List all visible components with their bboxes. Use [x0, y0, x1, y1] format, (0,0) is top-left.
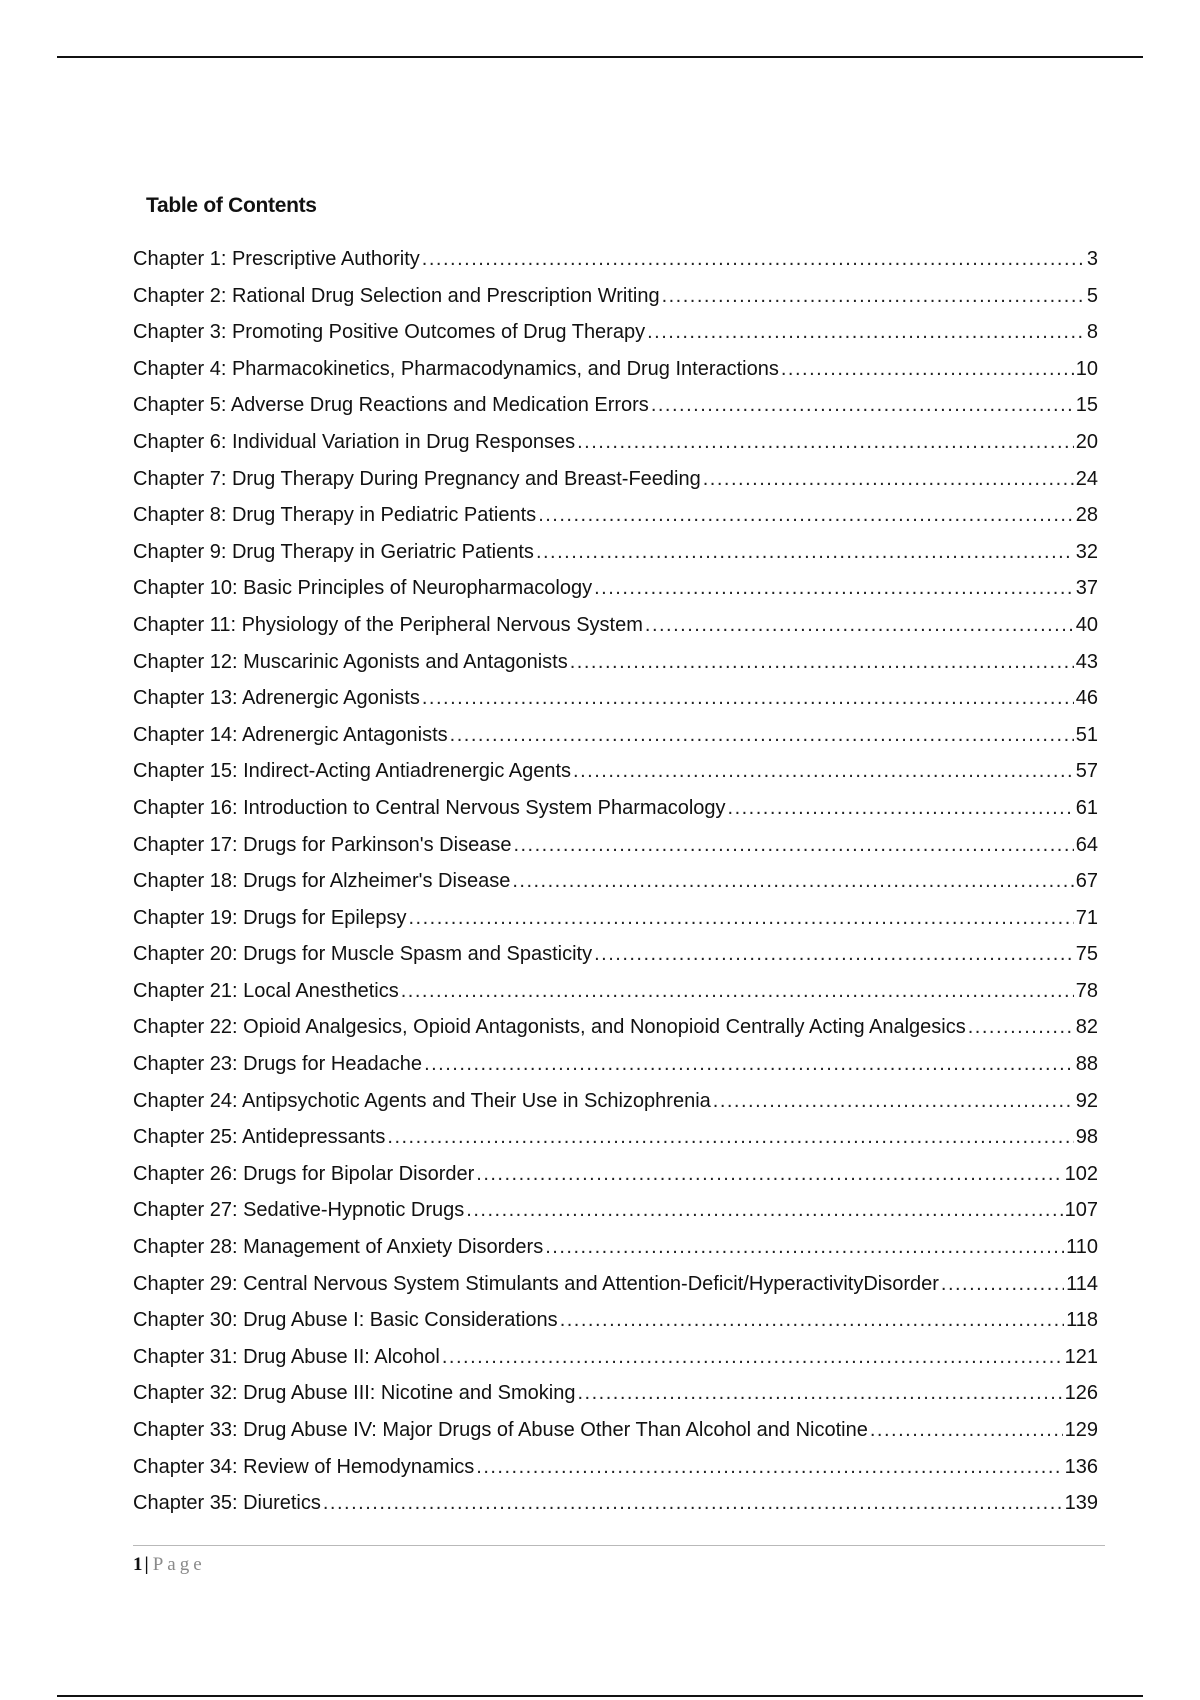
toc-dot-leader	[536, 537, 1074, 567]
toc-entry	[133, 647, 1098, 684]
toc-entry-page: 24	[1075, 467, 1098, 490]
toc-entry-title: Chapter 30: Drug Abuse I: Basic Considerations	[133, 1309, 558, 1332]
toc-dot-leader	[728, 793, 1074, 823]
toc-entry-page: 10	[1075, 357, 1098, 380]
toc-dot-leader	[424, 1049, 1074, 1079]
toc-entry	[133, 1452, 1098, 1489]
page-footer	[133, 1552, 206, 1578]
toc-entry-title: Chapter 13: Adrenergic Agonists	[133, 687, 420, 710]
toc-entry-page: 5	[1086, 284, 1098, 307]
toc-entry	[133, 830, 1098, 867]
toc-entry-page: 136	[1064, 1455, 1098, 1478]
toc-dot-leader	[662, 281, 1085, 311]
toc-entry-title: Chapter 32: Drug Abuse III: Nicotine and Smoking	[133, 1382, 576, 1405]
toc-dot-leader	[466, 1195, 1062, 1225]
toc-entry	[133, 610, 1098, 647]
toc-entry-page: 3	[1086, 248, 1098, 270]
toc-entry	[133, 1378, 1098, 1415]
toc-entry-page: 82	[1075, 1016, 1098, 1039]
toc-dot-leader	[422, 683, 1074, 713]
toc-entry-page: 121	[1064, 1345, 1098, 1368]
footer-page-label: Page	[152, 1554, 206, 1575]
toc-entry-page: 61	[1075, 796, 1098, 819]
toc-entry-page: 114	[1066, 1272, 1098, 1295]
toc-entry-title: Chapter 10: Basic Principles of Neuropharmacology	[133, 577, 593, 600]
toc-entry-title: Chapter 25: Antidepressants	[133, 1126, 386, 1149]
toc-entry	[133, 281, 1098, 318]
toc-entry-title: Chapter 18: Drugs for Alzheimer's Disease	[133, 870, 511, 893]
toc-entry-page: 37	[1075, 577, 1098, 600]
toc-dot-leader	[476, 1159, 1062, 1189]
toc-entry-title: Chapter 15: Indirect-Acting Antiadrenergic Agents	[133, 760, 572, 783]
toc-entry-title: Chapter 12: Muscarinic Agonists and Antagonists	[133, 650, 568, 673]
toc-entry-title: Chapter 31: Drug Abuse II: Alcohol	[133, 1345, 440, 1368]
toc-dot-leader	[476, 1452, 1062, 1482]
toc-entry-title: Chapter 28: Management of Anxiety Disorders	[133, 1236, 544, 1259]
toc-entry	[133, 1342, 1098, 1379]
toc-entry-title: Chapter 14: Adrenergic Antagonists	[133, 723, 448, 746]
footer-page-number: 1	[133, 1554, 143, 1575]
toc-entry	[133, 354, 1098, 391]
toc-entry-title: Chapter 9: Drug Therapy in Geriatric Patients	[133, 540, 534, 563]
toc-entry	[133, 464, 1098, 501]
toc-dot-leader	[594, 939, 1074, 969]
toc-entry-title: Chapter 4: Pharmacokinetics, Pharmacodynamics, and Drug Interactions	[133, 357, 779, 380]
toc-entry-page: 98	[1075, 1126, 1098, 1149]
toc-entry-page: 46	[1075, 687, 1098, 710]
toc-entry-title: Chapter 11: Physiology of the Peripheral Nervous System	[133, 613, 643, 636]
toc-entry	[133, 1269, 1098, 1306]
toc-dot-leader	[545, 1232, 1064, 1262]
footer-separator: |	[144, 1554, 149, 1575]
toc-heading: Table of Contents	[146, 194, 317, 217]
toc-entry-title: Chapter 19: Drugs for Epilepsy	[133, 906, 407, 929]
toc-entry	[133, 500, 1098, 537]
toc-dot-leader	[941, 1269, 1064, 1299]
toc-entry-page: 28	[1075, 504, 1098, 527]
toc-entry-page: 110	[1066, 1236, 1098, 1259]
toc-dot-leader	[968, 1012, 1074, 1042]
toc-entry-title: Chapter 17: Drugs for Parkinson's Disease	[133, 833, 512, 856]
toc-entry	[133, 903, 1098, 940]
toc-entry-title: Chapter 20: Drugs for Muscle Spasm and Spasticity	[133, 943, 593, 966]
toc-entry-title: Chapter 7: Drug Therapy During Pregnancy and Breast-Feeding	[133, 467, 701, 490]
toc-entry	[133, 390, 1098, 427]
toc-entry-page: 118	[1066, 1309, 1098, 1332]
toc-entry-page: 51	[1075, 723, 1098, 746]
toc-entry	[133, 244, 1098, 281]
toc-entry-page: 71	[1075, 906, 1098, 929]
toc-entry-title: Chapter 23: Drugs for Headache	[133, 1053, 423, 1076]
toc-entry-title: Chapter 6: Individual Variation in Drug Responses	[133, 430, 576, 453]
toc-entry	[133, 1488, 1098, 1525]
toc-entry	[133, 1049, 1098, 1086]
toc-entry-page: 8	[1086, 321, 1098, 344]
toc-entry	[133, 683, 1098, 720]
header-rule	[57, 56, 1143, 58]
toc-entry-page: 78	[1075, 979, 1098, 1002]
toc-entry	[133, 1195, 1098, 1232]
toc-dot-leader	[387, 1122, 1073, 1152]
toc-entry-page: 75	[1075, 943, 1098, 966]
toc-entry-page: 107	[1064, 1199, 1098, 1222]
toc-dot-leader	[442, 1342, 1063, 1372]
toc-entry	[133, 976, 1098, 1013]
toc-entry	[133, 1232, 1098, 1269]
toc-dot-leader	[645, 610, 1074, 640]
toc-dot-leader	[560, 1305, 1064, 1335]
toc-dot-leader	[408, 903, 1073, 933]
toc-entry-title: Chapter 26: Drugs for Bipolar Disorder	[133, 1162, 475, 1185]
toc-entry-page: 139	[1064, 1492, 1098, 1515]
toc-entry-page: 67	[1075, 870, 1098, 893]
toc-entry-title: Chapter 27: Sedative-Hypnotic Drugs	[133, 1199, 465, 1222]
toc-entry-title: Chapter 21: Local Anesthetics	[133, 979, 399, 1002]
toc-entry-title: Chapter 3: Promoting Positive Outcomes of Drug Therapy	[133, 321, 646, 344]
toc-dot-leader	[513, 830, 1073, 860]
toc-entry-title: Chapter 33: Drug Abuse IV: Major Drugs of Abuse Other Than Alcohol and Nicotine	[133, 1419, 868, 1441]
toc-entry	[133, 537, 1098, 574]
toc-dot-leader	[870, 1415, 1063, 1445]
toc-entry-page: 15	[1075, 394, 1098, 417]
toc-dot-leader	[573, 756, 1074, 786]
toc-entry-title: Chapter 35: Diuretics	[133, 1492, 321, 1515]
toc-dot-leader	[570, 647, 1074, 677]
toc-entry	[133, 720, 1098, 757]
toc-entry-page: 88	[1075, 1053, 1098, 1076]
toc-entry-title: Chapter 24: Antipsychotic Agents and Their Use in Schizophrenia	[133, 1089, 711, 1112]
toc-dot-leader	[422, 244, 1085, 274]
toc-entry	[133, 756, 1098, 793]
toc-entry-page: 129	[1064, 1419, 1098, 1441]
bottom-rule	[57, 1695, 1143, 1697]
toc-dot-leader	[781, 354, 1074, 384]
toc-dot-leader	[651, 390, 1074, 420]
toc-entry-page: 32	[1075, 540, 1098, 563]
toc-dot-leader	[323, 1488, 1063, 1518]
toc-entry	[133, 793, 1098, 830]
toc-entry-title: Chapter 2: Rational Drug Selection and Prescription Writing	[133, 284, 660, 307]
toc-entry	[133, 1159, 1098, 1196]
footer-rule	[133, 1545, 1105, 1546]
toc-entry	[133, 1305, 1098, 1342]
toc-dot-leader	[512, 866, 1073, 896]
toc-entry-page: 102	[1064, 1162, 1098, 1185]
toc-entry-page: 20	[1075, 430, 1098, 453]
toc-dot-leader	[577, 427, 1074, 457]
toc-entry-page: 40	[1075, 613, 1098, 636]
toc-entry	[133, 1415, 1098, 1452]
toc-entry-title: Chapter 1: Prescriptive Authority	[133, 248, 420, 270]
toc-entry	[133, 866, 1098, 903]
toc-dot-leader	[538, 500, 1074, 530]
toc-entry	[133, 573, 1098, 610]
toc-entry-title: Chapter 22: Opioid Analgesics, Opioid Antagonists, and Nonopioid Centrally Acting Analgesics	[133, 1016, 966, 1039]
toc-dot-leader	[450, 720, 1074, 750]
toc-dot-leader	[401, 976, 1074, 1006]
toc-dot-leader	[594, 573, 1074, 603]
toc-dot-leader	[703, 464, 1074, 494]
toc-entry	[133, 939, 1098, 976]
toc-dot-leader	[577, 1378, 1062, 1408]
toc-entry-title: Chapter 29: Central Nervous System Stimulants and Attention-Deficit/HyperactivityDisorder	[133, 1272, 939, 1295]
toc-dot-leader	[713, 1086, 1074, 1116]
toc-entry-title: Chapter 5: Adverse Drug Reactions and Medication Errors	[133, 394, 649, 417]
toc-entry-title: Chapter 16: Introduction to Central Nervous System Pharmacology	[133, 796, 726, 819]
toc-entry-title: Chapter 34: Review of Hemodynamics	[133, 1455, 475, 1478]
toc-entry	[133, 317, 1098, 354]
toc-list	[133, 244, 1098, 1525]
toc-entry-page: 126	[1064, 1382, 1098, 1405]
toc-entry-title: Chapter 8: Drug Therapy in Pediatric Patients	[133, 504, 537, 527]
toc-entry-page: 64	[1075, 833, 1098, 856]
toc-entry-page: 57	[1075, 760, 1098, 783]
toc-entry-page: 43	[1075, 650, 1098, 673]
toc-entry	[133, 427, 1098, 464]
toc-entry-page: 92	[1075, 1089, 1098, 1112]
toc-entry	[133, 1086, 1098, 1123]
toc-dot-leader	[647, 317, 1085, 347]
toc-entry	[133, 1012, 1098, 1049]
toc-entry	[133, 1122, 1098, 1159]
